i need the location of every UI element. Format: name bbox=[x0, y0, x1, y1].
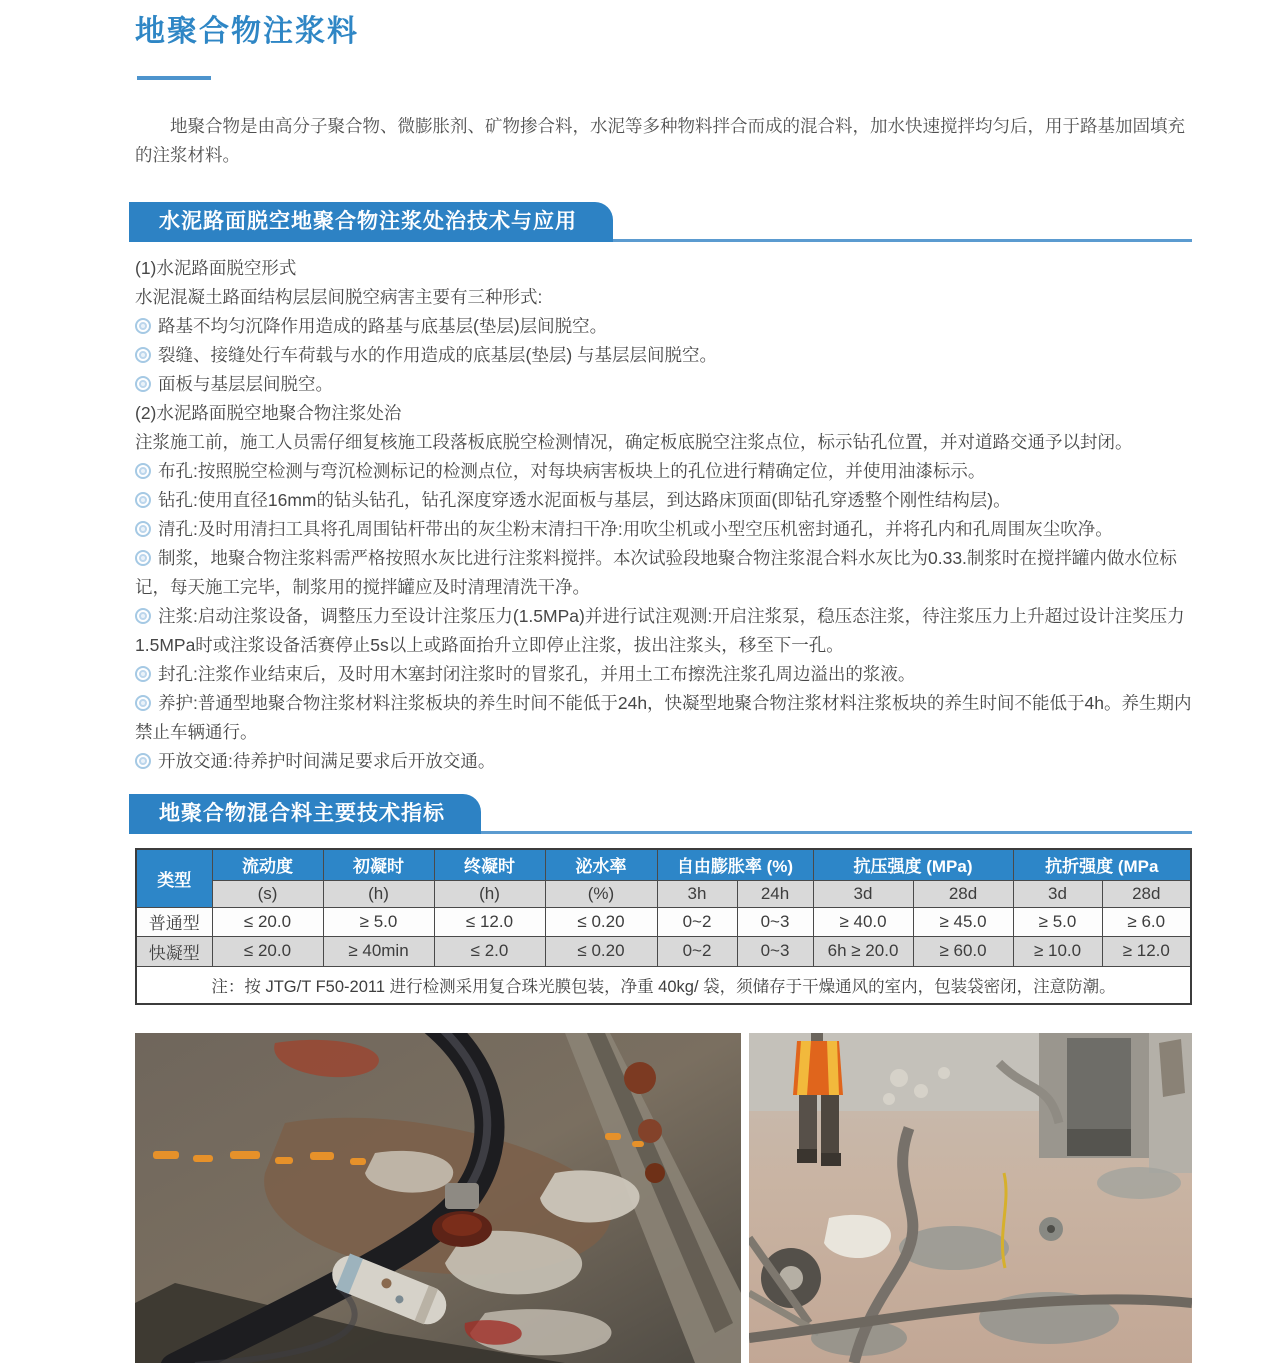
ring-bullet-icon bbox=[135, 753, 151, 769]
table-header-cell: 自由膨胀率 (%) bbox=[657, 849, 813, 880]
table-unit-cell: 28d bbox=[913, 880, 1013, 907]
table-value-cell: ≤ 12.0 bbox=[434, 907, 545, 936]
table-value-cell: ≥ 5.0 bbox=[1013, 907, 1102, 936]
table-unit-cell: 3d bbox=[1013, 880, 1102, 907]
table-value-cell: 0~3 bbox=[737, 936, 813, 966]
row-type-cell: 普通型 bbox=[136, 907, 212, 936]
ring-bullet-icon bbox=[135, 492, 151, 508]
grouting-crew-equipment-photo bbox=[749, 1033, 1192, 1363]
table-value-cell: ≥ 12.0 bbox=[1102, 936, 1191, 966]
ring-bullet-icon bbox=[135, 666, 151, 682]
table-header-cell: 抗折强度 (MPa bbox=[1013, 849, 1191, 880]
table-value-cell: ≥ 6.0 bbox=[1102, 907, 1191, 936]
table-header-cell: 终凝时 bbox=[434, 849, 545, 880]
intro-paragraph: 地聚合物是由高分子聚合物、微膨胀剂、矿物掺合料，水泥等多种物料拌合而成的混合料，加水快速搅拌均匀后，用于路基加固填充的注浆材料。 bbox=[135, 116, 1185, 165]
ring-bullet-icon bbox=[135, 550, 151, 566]
table-unit-cell: (h) bbox=[323, 880, 434, 907]
table-value-cell: ≤ 2.0 bbox=[434, 936, 545, 966]
ring-bullet-icon bbox=[135, 608, 151, 624]
ring-bullet-icon bbox=[135, 376, 151, 392]
grouting-injection-port-photo bbox=[135, 1033, 741, 1363]
row-type-cell: 快凝型 bbox=[136, 936, 212, 966]
page-title: 地聚合物注浆料 bbox=[135, 15, 359, 48]
bullet-item: 开放交通:待养护时间满足要求后开放交通。 bbox=[135, 747, 1192, 776]
bullet-item: 封孔:注浆作业结束后，及时用木塞封闭注浆时的冒浆孔，并用土工布擦洗注浆孔周边溢出的浆液。 bbox=[135, 660, 1192, 689]
section2-banner: 地聚合物混合料主要技术指标 bbox=[129, 794, 481, 834]
bullet-item: 制浆，地聚合物注浆料需严格按照水灰比进行注浆料搅拌。本次试验段地聚合物注浆混合料水灰比为0.33.制浆时在搅拌罐内做水位标记，每天施工完毕，制浆用的搅拌罐应及时清理清洗干净。 bbox=[135, 548, 1177, 597]
table-header-cell: 抗压强度 (MPa) bbox=[813, 849, 1013, 880]
bullet-item: 清孔:及时用清扫工具将孔周围钻杆带出的灰尘粉末清扫干净:用吹尘机或小型空压机密封通孔，并将孔内和孔周围灰尘吹净。 bbox=[135, 515, 1192, 544]
table-row bbox=[136, 907, 1191, 936]
table-unit-cell: (s) bbox=[212, 880, 323, 907]
table-unit-cell: 3d bbox=[813, 880, 913, 907]
text-line: (1)水泥路面脱空形式 bbox=[135, 258, 297, 278]
table-header-cell: 流动度 bbox=[212, 849, 323, 880]
table-value-cell: ≤ 0.20 bbox=[545, 907, 657, 936]
table-value-cell: ≤ 20.0 bbox=[212, 907, 323, 936]
table-value-cell: ≥ 60.0 bbox=[913, 936, 1013, 966]
table-value-cell: 0~2 bbox=[657, 936, 737, 966]
ring-bullet-icon bbox=[135, 318, 151, 334]
table-unit-cell: 28d bbox=[1102, 880, 1191, 907]
table-value-cell: ≥ 40.0 bbox=[813, 907, 913, 936]
table-unit-cell: 24h bbox=[737, 880, 813, 907]
ring-bullet-icon bbox=[135, 347, 151, 363]
table-header-cell: 初凝时 bbox=[323, 849, 434, 880]
section1-banner-row bbox=[129, 200, 1192, 242]
ring-bullet-icon bbox=[135, 463, 151, 479]
bullet-item: 养护:普通型地聚合物注浆材料注浆板块的养生时间不能低于24h，快凝型地聚合物注浆材料注浆板块的养生时间不能低于4h。养生期内禁止车辆通行。 bbox=[135, 693, 1192, 742]
table-row bbox=[136, 936, 1191, 966]
banner-rule-line bbox=[613, 239, 1192, 242]
section2-banner-row bbox=[129, 792, 1192, 834]
bullet-item: 面板与基层层间脱空。 bbox=[135, 370, 1192, 399]
photo-row bbox=[135, 1033, 1192, 1363]
table-value-cell: ≥ 10.0 bbox=[1013, 936, 1102, 966]
text-line: (2)水泥路面脱空地聚合物注浆处治 bbox=[135, 403, 402, 423]
spec-table-head bbox=[136, 849, 1191, 907]
ring-bullet-icon bbox=[135, 695, 151, 711]
table-value-cell: 6h ≥ 20.0 bbox=[813, 936, 913, 966]
table-unit-cell: (h) bbox=[434, 880, 545, 907]
section1-banner: 水泥路面脱空地聚合物注浆处治技术与应用 bbox=[129, 202, 613, 242]
table-value-cell: ≥ 5.0 bbox=[323, 907, 434, 936]
banner-rule-line bbox=[481, 831, 1192, 834]
bullet-item: 注浆:启动注浆设备，调整压力至设计注浆压力(1.5MPa)并进行试注观测:开启注浆泵，稳压态注浆，待注浆压力上升超过设计注奖压力1.5MPa时或注浆设备活赛停止5s以上或路面抬升立即停止注浆，拔出注浆头，移至下一孔。 bbox=[135, 606, 1185, 655]
ring-bullet-icon bbox=[135, 521, 151, 537]
bullet-item: 裂缝、接缝处行车荷载与水的作用造成的底基层(垫层) 与基层层间脱空。 bbox=[135, 341, 1192, 370]
table-header-cell: 类型 bbox=[136, 849, 212, 907]
bullet-item: 布孔:按照脱空检测与弯沉检测标记的检测点位，对每块病害板块上的孔位进行精确定位，并使用油漆标示。 bbox=[135, 457, 1192, 486]
bullet-item: 路基不均匀沉降作用造成的路基与底基层(垫层)层间脱空。 bbox=[135, 312, 1192, 341]
table-note: 注：按 JTG/T F50-2011 进行检测采用复合珠光膜包装，净重 40kg/ 袋，须储存于干燥通风的室内，包装袋密闭，注意防潮。 bbox=[136, 966, 1191, 1004]
table-value-cell: ≤ 20.0 bbox=[212, 936, 323, 966]
text-line: 注浆施工前，施工人员需仔细复核施工段落板底脱空检测情况，确定板底脱空注浆点位，标示钻孔位置，并对道路交通予以封闭。 bbox=[135, 432, 1133, 452]
table-value-cell: ≥ 45.0 bbox=[913, 907, 1013, 936]
text-line: 水泥混凝土路面结构层层间脱空病害主要有三种形式: bbox=[135, 287, 543, 307]
table-unit-cell: 3h bbox=[657, 880, 737, 907]
table-unit-cell: (%) bbox=[545, 880, 657, 907]
table-value-cell: 0~2 bbox=[657, 907, 737, 936]
table-header-cell: 泌水率 bbox=[545, 849, 657, 880]
table-value-cell: ≥ 40min bbox=[323, 936, 434, 966]
table-value-cell: ≤ 0.20 bbox=[545, 936, 657, 966]
section1-content bbox=[135, 254, 1192, 776]
spec-table bbox=[135, 848, 1192, 1005]
spec-table-body bbox=[136, 907, 1191, 1004]
title-underline-dash bbox=[137, 76, 211, 80]
bullet-item: 钻孔:使用直径16mm的钻头钻孔，钻孔深度穿透水泥面板与基层，到达路床顶面(即钻孔穿透整个刚性结构层)。 bbox=[135, 486, 1192, 515]
table-value-cell: 0~3 bbox=[737, 907, 813, 936]
